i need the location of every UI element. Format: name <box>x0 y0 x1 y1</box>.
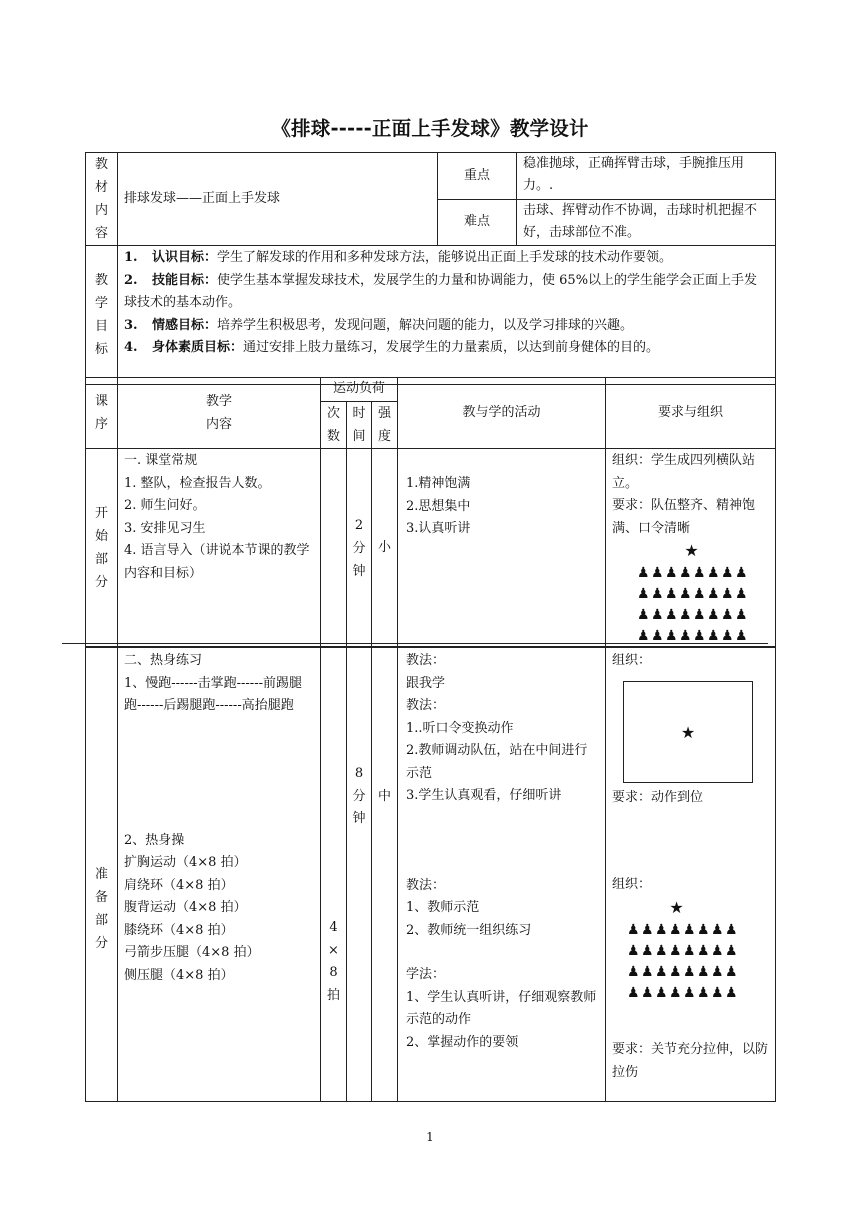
person-icon: ♟ <box>725 963 738 980</box>
prep-activities: 教法： 跟我学 教法： 1..听口令变换动作 2.教师调动队伍，站在中间进行示范 3.学生认真观看，仔细听讲 教法： 1、教师示范 2、教师统一组织练习 学法： 1、学生认真听讲，仔细观察教师示范的动作 2、掌握动作的要领 <box>398 647 606 1102</box>
document-title: 《排球-----正面上手发球》教学设计 <box>271 117 589 140</box>
person-icon: ♟ <box>665 565 678 581</box>
person-icon: ♟ <box>679 586 692 602</box>
person-icon: ♟ <box>693 586 706 602</box>
person-icon: ♟ <box>721 586 734 602</box>
person-icon: ♟ <box>669 942 682 959</box>
prep-phase: 准 备 部 分 <box>86 647 118 1102</box>
header-intensity: 强 度 <box>372 402 398 449</box>
person-icon: ♟ <box>641 963 654 980</box>
materials-content: 排球发球——正面上手发球 <box>118 153 438 246</box>
person-icon: ♟ <box>711 942 724 959</box>
prep-times: 4 × 8 拍 <box>321 647 347 1102</box>
start-intensity: 小 <box>372 449 398 648</box>
person-icon: ♟ <box>627 921 640 938</box>
person-icon: ♟ <box>651 586 664 602</box>
person-icon: ♟ <box>651 628 664 644</box>
person-icon: ♟ <box>697 921 710 938</box>
person-icon: ♟ <box>641 942 654 959</box>
person-icon: ♟ <box>669 921 682 938</box>
prep-time: 8 分 钟 <box>347 647 372 1102</box>
star-icon: ★ <box>684 541 699 560</box>
person-icon: ♟ <box>627 942 640 959</box>
person-icon: ♟ <box>637 565 650 581</box>
formation-row <box>606 982 772 1003</box>
start-content: 一. 课堂常规 1. 整队，检查报告人数。 2. 师生问好。 3. 安排见习生 4. 语言导入（讲说本节课的教学内容和目标） <box>118 449 321 648</box>
formation-row <box>606 940 772 961</box>
person-icon: ♟ <box>693 565 706 581</box>
person-icon: ♟ <box>735 628 748 644</box>
header-times: 次 数 <box>321 402 347 449</box>
person-icon: ♟ <box>725 984 738 1001</box>
person-icon: ♟ <box>721 628 734 644</box>
person-icon: ♟ <box>735 586 748 602</box>
person-icon: ♟ <box>697 942 710 959</box>
person-icon: ♟ <box>665 628 678 644</box>
prep-content: 二、热身练习 1、慢跑------击掌跑------前踢腿跑------后踢腿跑------高抬腿跑 2、热身操 扩胸运动（4×8 拍） 肩绕环（4×8 拍） 腹背运动（4×8 拍） 膝绕环（4×8 拍） 弓箭步压腿（4×8 拍） 侧压腿（4×8 拍） <box>118 647 321 1102</box>
header-content: 教学 内容 <box>118 378 321 449</box>
person-icon: ♟ <box>711 921 724 938</box>
header-phase: 课 序 <box>86 378 118 449</box>
page-number: 1 <box>426 1130 434 1144</box>
star-icon: ★ <box>669 897 684 917</box>
key-point-text: 稳准抛球，正确挥臂击球，手腕推压用力。. <box>517 153 776 200</box>
person-icon: ♟ <box>669 963 682 980</box>
person-icon: ♟ <box>725 921 738 938</box>
formation-row <box>612 605 771 626</box>
goal-item: 1. 认识目标：学生了解发球的作用和多种发球方法，能够说出正面上手发球的技术动作要领。 <box>124 250 673 265</box>
person-icon: ♟ <box>665 607 678 623</box>
person-icon: ♟ <box>697 984 710 1001</box>
person-icon: ♟ <box>707 586 720 602</box>
person-icon: ♟ <box>651 607 664 623</box>
person-icon: ♟ <box>627 984 640 1001</box>
lesson-table-prep <box>85 646 776 1102</box>
person-icon: ♟ <box>683 963 696 980</box>
person-icon: ♟ <box>641 921 654 938</box>
header-requirements: 要求与组织 <box>606 378 776 449</box>
person-icon: ♟ <box>683 921 696 938</box>
field-diagram <box>623 681 753 783</box>
goal-item: 4. 身体素质目标：通过安排上肢力量练习，发展学生的力量素质，以达到前身健体的目的。 <box>124 340 660 355</box>
goals-label: 教 学 目 标 <box>86 246 118 385</box>
goals-list <box>118 246 776 385</box>
person-icon: ♟ <box>683 984 696 1001</box>
formation-row <box>612 584 771 605</box>
header-load: 运动负荷 <box>321 378 398 402</box>
difficulty-label: 难点 <box>438 199 517 246</box>
prep-requirements: 组织： ★ 要求：动作到位 组织： ★ ♟ ♟ ♟ ♟ ♟ ♟ ♟ ♟ ♟ ♟ ♟ ♟ ♟ ♟ ♟ ♟ ♟ ♟ ♟ ♟ ♟ ♟ ♟ ♟ ♟ ♟ ♟ ♟ ♟ ♟ ♟ ♟ 要求：关节充分拉伸，以防拉伤 <box>606 647 776 1102</box>
formation-row <box>612 563 771 584</box>
header-time: 时 间 <box>347 402 372 449</box>
person-icon: ♟ <box>651 565 664 581</box>
goal-item: 3. 情感目标：培养学生积极思考，发现问题，解决问题的能力，以及学习排球的兴趣。 <box>124 317 634 333</box>
person-icon: ♟ <box>679 628 692 644</box>
materials-label: 教 材 内 容 <box>86 153 118 246</box>
difficulty-text: 击球、挥臂动作不协调，击球时机把握不好，击球部位不准。 <box>517 199 776 246</box>
person-icon: ♟ <box>641 984 654 1001</box>
person-icon: ♟ <box>697 963 710 980</box>
start-times <box>321 449 347 648</box>
goal-item: 2. 技能目标：使学生基本掌握发球技术，发展学生的力量和协调能力，使 65%以上的学生能学会正面上手发球技术的基本动作。 <box>124 272 758 310</box>
person-icon: ♟ <box>665 586 678 602</box>
person-icon: ♟ <box>637 586 650 602</box>
person-icon: ♟ <box>655 984 668 1001</box>
section-divider <box>62 643 768 644</box>
formation-row <box>606 919 772 940</box>
person-icon: ♟ <box>735 565 748 581</box>
person-icon: ♟ <box>711 984 724 1001</box>
person-icon: ♟ <box>669 984 682 1001</box>
person-icon: ♟ <box>655 942 668 959</box>
person-icon: ♟ <box>637 628 650 644</box>
lesson-table-top <box>85 377 776 648</box>
prep-intensity: 中 <box>372 647 398 1102</box>
person-icon: ♟ <box>693 607 706 623</box>
star-icon: ★ <box>680 722 696 742</box>
person-icon: ♟ <box>707 565 720 581</box>
materials-table <box>85 152 776 385</box>
person-icon: ♟ <box>679 565 692 581</box>
person-icon: ♟ <box>693 628 706 644</box>
person-icon: ♟ <box>679 607 692 623</box>
person-icon: ♟ <box>707 628 720 644</box>
start-phase: 开 始 部 分 <box>86 449 118 648</box>
start-time: 2 分 钟 <box>347 449 372 648</box>
person-icon: ♟ <box>637 607 650 623</box>
key-point-label: 重点 <box>438 153 517 200</box>
person-icon: ♟ <box>721 565 734 581</box>
student-formation <box>612 563 771 647</box>
person-icon: ♟ <box>655 921 668 938</box>
person-icon: ♟ <box>735 607 748 623</box>
header-activities: 教与学的活动 <box>398 378 606 449</box>
start-activities: 1.精神饱满 2.思想集中 3.认真听讲 <box>398 449 606 648</box>
person-icon: ♟ <box>725 942 738 959</box>
student-formation <box>606 919 772 1003</box>
formation-row <box>606 961 772 982</box>
person-icon: ♟ <box>655 963 668 980</box>
person-icon: ♟ <box>711 963 724 980</box>
person-icon: ♟ <box>721 607 734 623</box>
person-icon: ♟ <box>627 963 640 980</box>
person-icon: ♟ <box>683 942 696 959</box>
person-icon: ♟ <box>707 607 720 623</box>
start-requirements: 组织：学生成四列横队站立。 要求：队伍整齐、精神饱满、口令清晰 ★ ♟ ♟ ♟ ♟ ♟ ♟ ♟ ♟ ♟ ♟ ♟ ♟ ♟ ♟ ♟ ♟ ♟ ♟ ♟ ♟ ♟ ♟ ♟ ♟ ♟ ♟ ♟ ♟ ♟ ♟ ♟ ♟ <box>606 449 776 648</box>
